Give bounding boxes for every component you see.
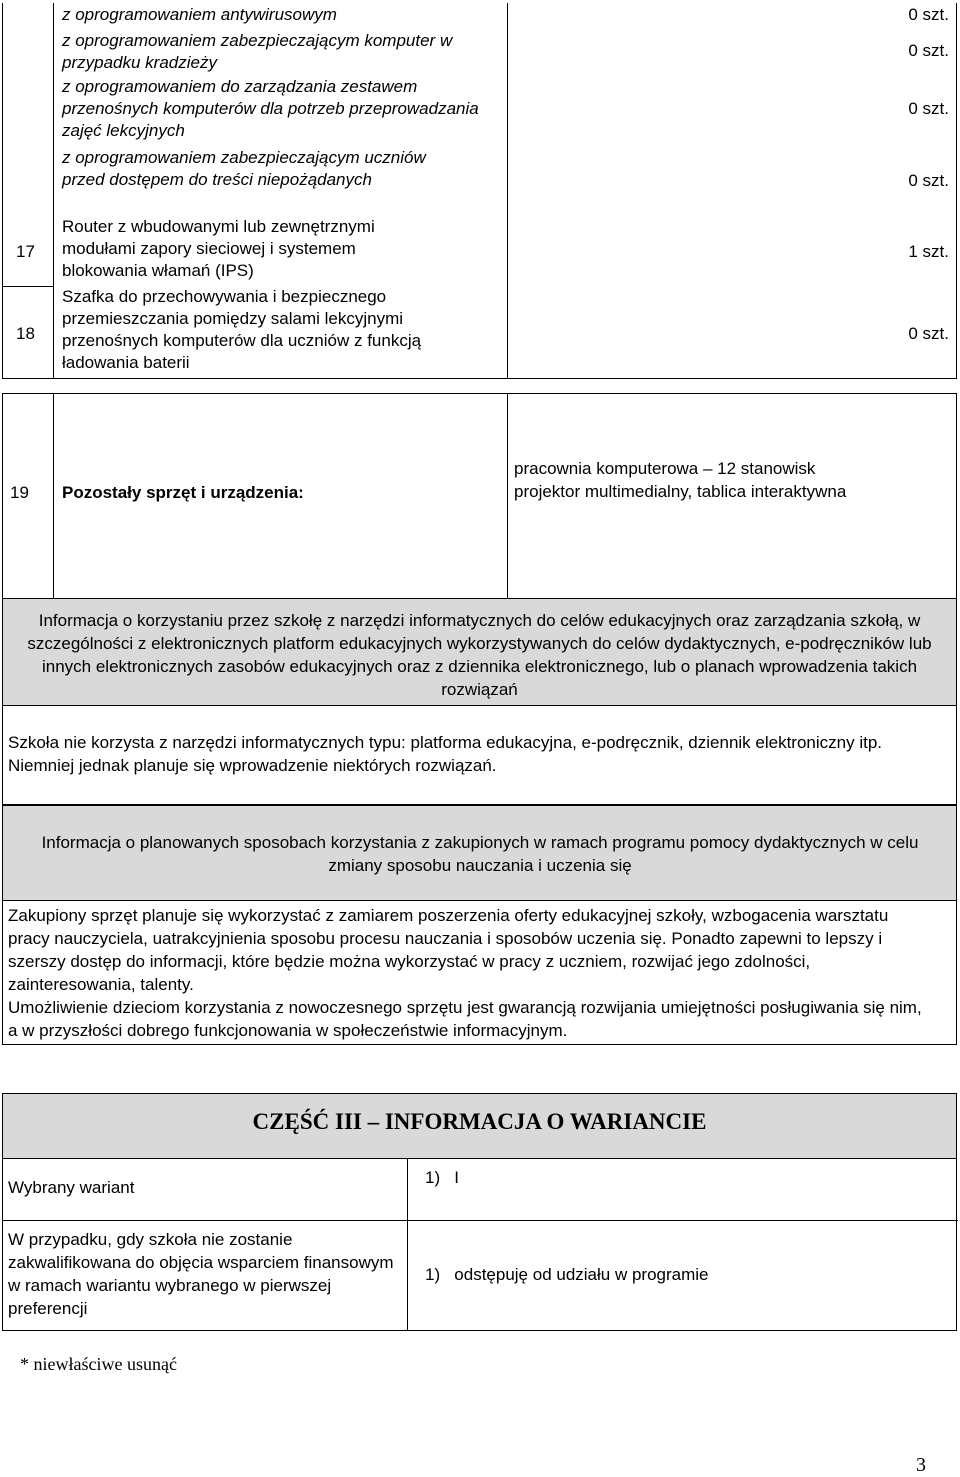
table-row-qty: 0 szt. xyxy=(908,5,949,24)
table-row-number: 18 xyxy=(16,324,35,343)
variant-label: Wybrany wariant xyxy=(8,1178,135,1197)
table-row-desc: z oprogramowaniem zabezpieczającym uczniów przed dostępem do treści niepożądanych xyxy=(62,148,426,189)
plans-body-2: Umożliwienie dzieciom korzystania z nowoczesnego sprzętu jest gwarancją rozwijania umiejętności posługiwania się nim, a w przyszłości dobrego funkcjonowania w społeczeństwie informacyjnym. xyxy=(8,998,922,1040)
table-row-qty: 0 szt. xyxy=(908,41,949,60)
fallback-value: 1) odstępuję od udziału w programie xyxy=(425,1265,709,1284)
page-number: 3 xyxy=(916,1454,926,1476)
footnote: * niewłaściwe usunąć xyxy=(20,1354,177,1374)
row-19-value-2: projektor multimedialny, tablica interaktywna xyxy=(514,482,847,501)
plans-body-1: Zakupiony sprzęt planuje się wykorzystać z zamiarem poszerzenia oferty edukacyjnej szkoły, wzbogacenia warsztatu pracy nauczyciela, uatrakcyjnienia sposobu procesu nauczania i sposobów uczenia się. Ponadto zapewni to lepszy i szerszy dostęp do informacji, które będzie można wykorzystać w pracy z uczniem, rozwijać jego zdolności, zainteresowania, talenty. xyxy=(8,906,889,994)
plans-header: Informacja o planowanych sposobach korzystania z zakupionych w ramach programu pomocy dydaktycznych w celu zmiany sposobu nauczania i uczenia się xyxy=(41,833,919,875)
row-19-label: Pozostały sprzęt i urządzenia: xyxy=(62,483,304,502)
table-row-desc: Router z wbudowanymi lub zewnętrznymi modułami zapory sieciowej i systemem blokowania włamań (IPS) xyxy=(62,217,375,280)
variant-value: 1) I xyxy=(425,1168,460,1187)
tools-header: Informacja o korzystaniu przez szkołę z narzędzi informatycznych do celów edukacyjnych oraz zarządzania szkołą, w szczególności z elektronicznych platform edukacyjnych wykorzystywanych do celów dydaktycznych, e-podręczników lub innych elektronicznych zasobów edukacyjnych oraz z dziennika elektronicznego, lub o planach wprowadzenia takich rozwiązań xyxy=(27,611,932,699)
table-row-desc: z oprogramowaniem zabezpieczającym komputer w przypadku kradzieży xyxy=(62,31,453,72)
table-row-qty: 0 szt. xyxy=(908,324,949,343)
tools-body: Szkoła nie korzysta z narzędzi informatycznych typu: platforma edukacyjna, e-podręcznik, dziennik elektroniczny itp. Niemniej jednak planuje się wprowadzenie niektórych rozwiązań. xyxy=(8,733,883,775)
part3-title: CZĘŚĆ III – INFORMACJA O WARIANCIE xyxy=(252,1109,707,1134)
table-row-qty: 0 szt. xyxy=(908,99,949,118)
table-row-desc: Szafka do przechowywania i bezpiecznego przemieszczania pomiędzy salami lekcyjnymi przenośnych komputerów dla uczniów z funkcją ładowania baterii xyxy=(62,287,422,372)
table-row-desc: z oprogramowaniem antywirusowym xyxy=(62,5,337,24)
table-row-qty: 0 szt. xyxy=(908,171,949,190)
table-row-number: 17 xyxy=(16,242,35,261)
table-row-qty: 1 szt. xyxy=(908,242,949,261)
fallback-label: W przypadku, gdy szkoła nie zostanie zakwalifikowana do objęcia wsparciem finansowym w ramach wariantu wybranego w pierwszej preferencji xyxy=(8,1230,394,1318)
row-19-number: 19 xyxy=(10,483,29,502)
row-19-value-1: pracownia komputerowa – 12 stanowisk xyxy=(514,459,816,478)
table-row-desc: z oprogramowaniem do zarządzania zestawem przenośnych komputerów dla potrzeb przeprowadzania zajęć lekcyjnych xyxy=(62,77,479,140)
